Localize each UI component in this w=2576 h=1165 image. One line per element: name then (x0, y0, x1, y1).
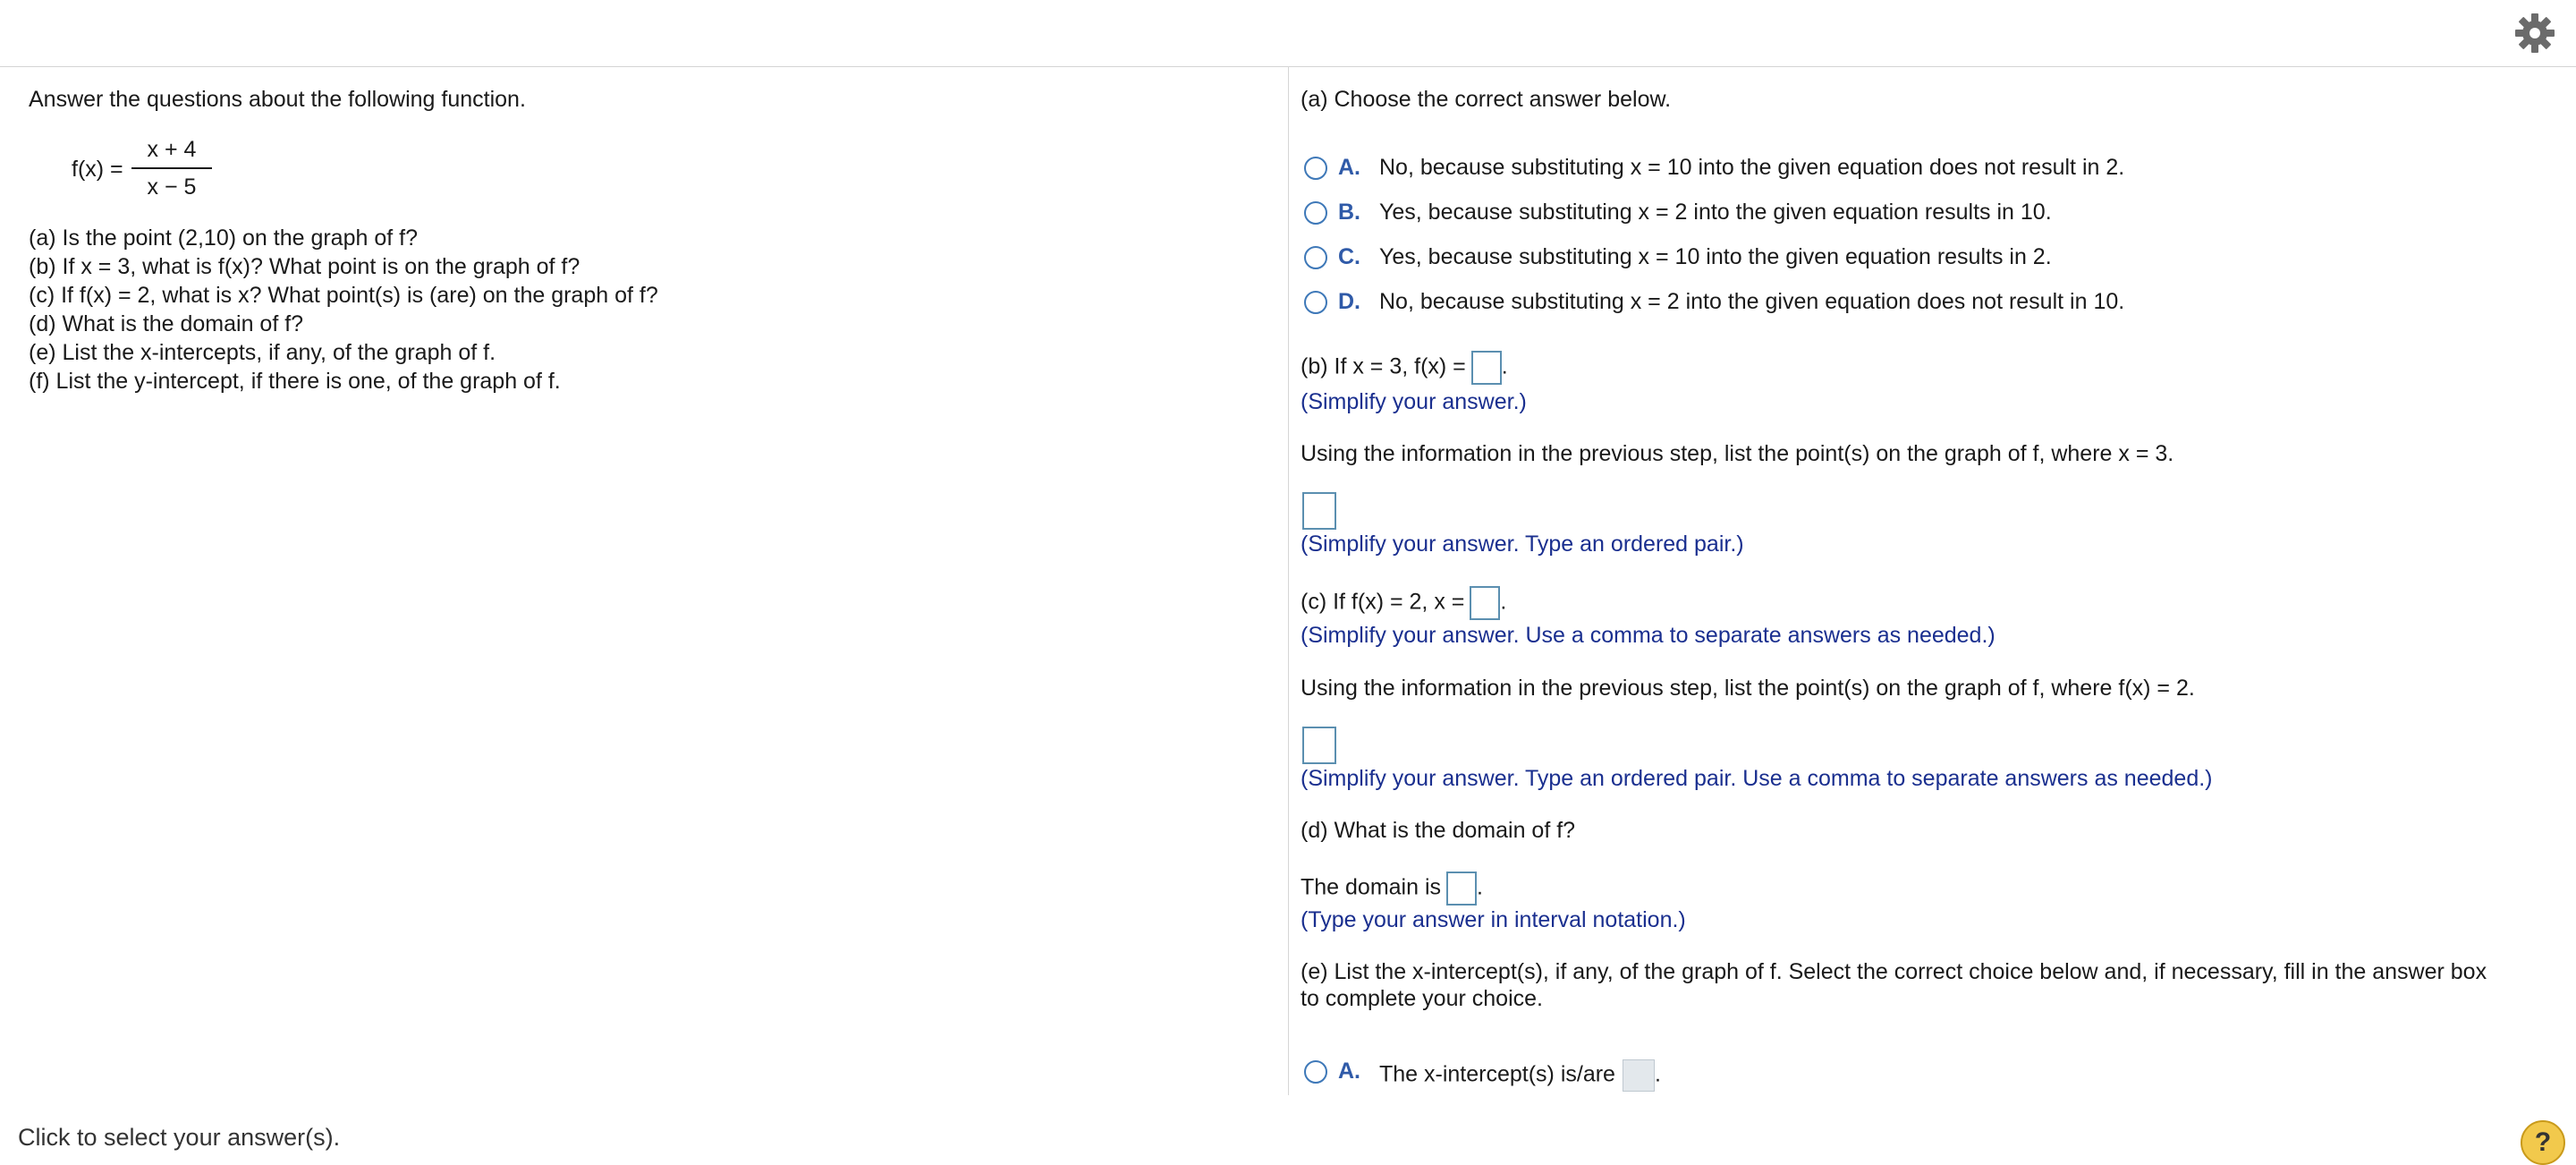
choice-a-b-radio[interactable] (1304, 201, 1327, 225)
choice-a-a-radio[interactable] (1304, 157, 1327, 180)
question-a: (a) Is the point (2,10) on the graph of f? (29, 225, 418, 251)
part-b-followup-hint: (Simplify your answer. Type an ordered pair.) (1301, 531, 1744, 557)
choice-a-a-letter: A. (1338, 155, 1360, 180)
part-b-followup: Using the information in the previous step, list the point(s) on the graph of f, where x = 3. (1301, 441, 2174, 466)
function-lhs: f(x) = (72, 157, 123, 182)
choice-a-c-radio[interactable] (1304, 246, 1327, 269)
part-e-prompt-line1: (e) List the x-intercept(s), if any, of the graph of f. Select the correct choice below and, if necessary, fill in the answer box (1301, 959, 2487, 984)
part-d-hint: (Type your answer in interval notation.) (1301, 907, 1686, 932)
part-c-point-answer-box[interactable] (1302, 727, 1336, 764)
part-b-point-answer-box[interactable] (1302, 492, 1336, 530)
gear-icon[interactable] (2513, 12, 2556, 55)
choice-a-b-letter: B. (1338, 200, 1360, 225)
choice-a-a-text[interactable]: No, because substituting x = 10 into the given equation does not result in 2. (1379, 155, 2125, 180)
part-c-hint: (Simplify your answer. Use a comma to separate answers as needed.) (1301, 623, 1996, 648)
part-b-hint: (Simplify your answer.) (1301, 389, 1527, 414)
part-c-answer-box[interactable] (1470, 586, 1500, 620)
part-b-line (1301, 351, 1508, 385)
part-c-line (1301, 586, 1506, 620)
part-b-prompt: (b) If x = 3, f(x) = (1301, 353, 1466, 379)
choice-e-a-period: . (1654, 1061, 1661, 1087)
choice-e-a-text: The x-intercept(s) is/are (1379, 1061, 1615, 1087)
part-a-prompt: (a) Choose the correct answer below. (1301, 87, 1672, 112)
part-d-prompt: (d) What is the domain of f? (1301, 818, 1576, 843)
choice-a-c-letter: C. (1338, 244, 1360, 269)
question-c: (c) If f(x) = 2, what is x? What point(s) is (are) on the graph of f? (29, 283, 658, 308)
panel-divider (1288, 66, 1289, 1095)
question-e: (e) List the x-intercepts, if any, of the graph of f. (29, 340, 496, 365)
fraction-bar (131, 167, 212, 169)
part-d-period: . (1477, 874, 1483, 900)
choice-a-d-letter: D. (1338, 289, 1360, 314)
fraction-numerator: x + 4 (147, 137, 197, 162)
top-toolbar (0, 0, 2576, 67)
question-intro: Answer the questions about the following function. (29, 87, 526, 112)
part-e-prompt-line2: to complete your choice. (1301, 986, 1543, 1011)
question-d: (d) What is the domain of f? (29, 311, 304, 336)
part-d-label: The domain is (1301, 874, 1442, 900)
status-text: Click to select your answer(s). (18, 1124, 341, 1151)
choice-e-a-line[interactable] (1379, 1059, 1661, 1092)
part-b-period: . (1501, 353, 1508, 379)
choice-a-c-text[interactable]: Yes, because substituting x = 10 into the given equation results in 2. (1379, 244, 2052, 269)
part-d-line (1301, 872, 1483, 906)
choice-a-d-text[interactable]: No, because substituting x = 2 into the given equation does not result in 10. (1379, 289, 2125, 314)
part-c-period: . (1500, 589, 1507, 615)
part-c-prompt: (c) If f(x) = 2, x = (1301, 589, 1465, 615)
choice-e-a-answer-box[interactable] (1623, 1059, 1655, 1092)
part-d-answer-box[interactable] (1446, 872, 1477, 906)
choice-e-a-letter: A. (1338, 1059, 1360, 1084)
question-b: (b) If x = 3, what is f(x)? What point is on the graph of f? (29, 254, 580, 279)
function-fraction (131, 136, 212, 200)
part-c-followup: Using the information in the previous step, list the point(s) on the graph of f, where f(x) = 2. (1301, 676, 2195, 701)
part-b-answer-box[interactable] (1471, 351, 1502, 385)
choice-e-a-radio[interactable] (1304, 1060, 1327, 1084)
fraction-denominator: x − 5 (147, 174, 197, 200)
part-c-followup-hint: (Simplify your answer. Type an ordered pair. Use a comma to separate answers as needed.) (1301, 766, 2213, 791)
question-f: (f) List the y-intercept, if there is one, of the graph of f. (29, 369, 561, 394)
choice-a-d-radio[interactable] (1304, 291, 1327, 314)
choice-a-b-text[interactable]: Yes, because substituting x = 2 into the given equation results in 10. (1379, 200, 2052, 225)
help-icon[interactable]: ? (2521, 1120, 2565, 1165)
